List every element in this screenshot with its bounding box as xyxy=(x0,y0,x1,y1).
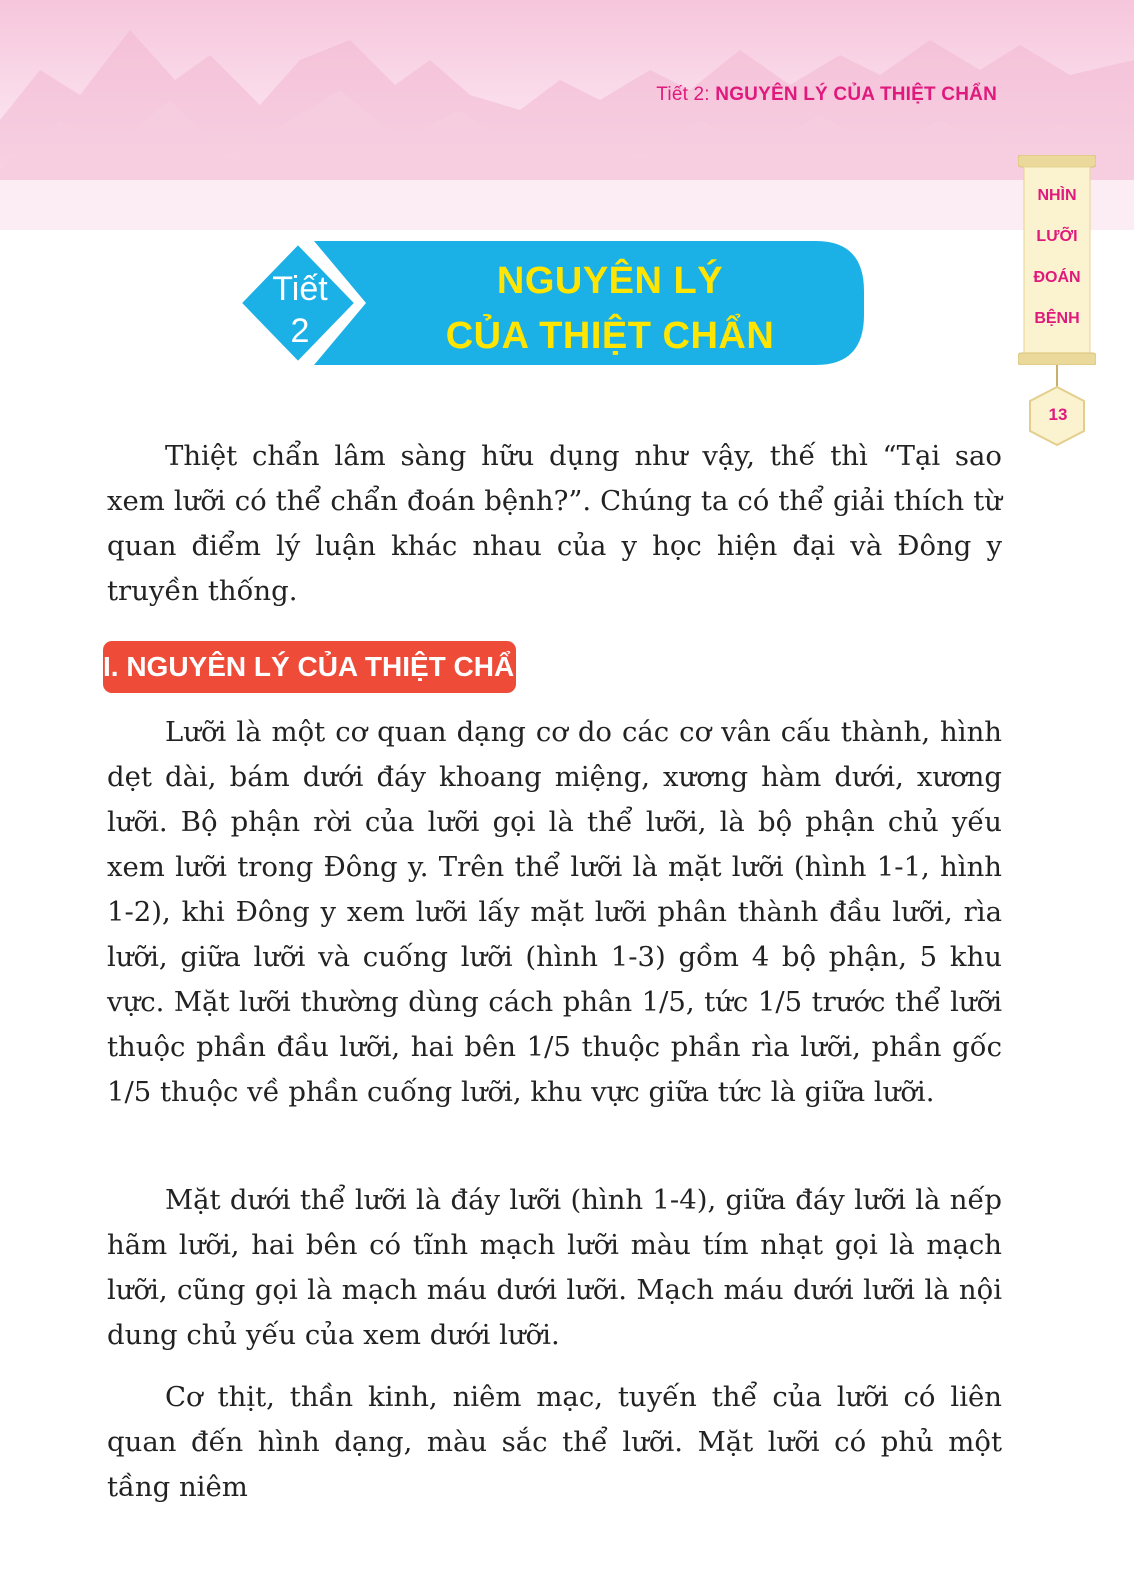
body-paragraph: Lưỡi là một cơ quan dạng cơ do các cơ vân cấu thành, hình dẹt dài, bám dưới đáy khoang miệng, xương hàm dưới, xương lưỡi. Bộ phận rời của lưỡi gọi là thể lưỡi, là bộ phận chủ yếu xem lưỡi trong Đông y. Trên thể lưỡi là mặt lưỡi (hình 1-1, hình 1-2), khi Đông y xem lưỡi lấy mặt lưỡi phân thành đầu lưỡi, rìa lưỡi, giữa lưỡi và cuống lưỡi (hình 1-3) gồm 4 bộ phận, 5 khu vực. Mặt lưỡi thường dùng cách phân 1/5, tức 1/5 trước thể lưỡi thuộc phần đầu lưỡi, hai bên 1/5 thuộc phần rìa lưỡi, phần gốc 1/5 thuộc về phần cuống lưỡi, khu vực giữa tức là giữa lưỡi. xyxy=(107,716,1002,1108)
side-tab-line: NHÌN xyxy=(1037,187,1077,204)
body-paragraph: Mặt dưới thể lưỡi là đáy lưỡi (hình 1-4), giữa đáy lưỡi là nếp hãm lưỡi, hai bên có tĩnh mạch lưỡi màu tím nhạt gọi là mạch lưỡi, cũng gọi là mạch máu dưới lưỡi. Mạch máu dưới lưỡi là nội dung chủ yếu của xem dưới lưỡi. xyxy=(107,1184,1002,1351)
running-header-title: NGUYÊN LÝ CỦA THIỆT CHẨN xyxy=(715,84,997,105)
page-number: 13 xyxy=(1048,405,1068,424)
page-title-line2: CỦA THIỆT CHẨN xyxy=(445,315,775,357)
side-tab-label xyxy=(1018,175,1096,339)
intro-paragraph: Thiệt chẩn lâm sàng hữu dụng như vậy, thế thì “Tại sao xem lưỡi có thể chẩn đoán bệnh?”. Chúng ta có thể giải thích từ quan điểm lý luận khác nhau của y học hiện đại và Đông y truyền thống. xyxy=(107,440,1002,607)
page-title xyxy=(400,254,820,364)
header-mountain-illustration xyxy=(0,0,1134,230)
page-title-line1: NGUYÊN LÝ xyxy=(496,260,724,302)
side-tab-line: BỆNH xyxy=(1034,310,1080,327)
title-tiet-text: Tiết xyxy=(272,270,328,308)
side-tab-line: LƯỠI xyxy=(1036,228,1078,245)
side-tab-line: ĐOÁN xyxy=(1033,269,1081,286)
title-section-label xyxy=(254,268,346,352)
section-heading: I. NGUYÊN LÝ CỦA THIỆT CHẨN xyxy=(103,651,535,682)
section-heading-box xyxy=(103,641,535,693)
title-tiet-number: 2 xyxy=(290,312,310,350)
running-header xyxy=(656,84,997,106)
running-header-prefix: Tiết 2: xyxy=(656,84,716,105)
body-paragraph: Cơ thịt, thần kinh, niêm mạc, tuyến thể của lưỡi có liên quan đến hình dạng, màu sắc thể lưỡi. Mặt lưỡi có phủ một tầng niêm xyxy=(107,1381,1002,1503)
